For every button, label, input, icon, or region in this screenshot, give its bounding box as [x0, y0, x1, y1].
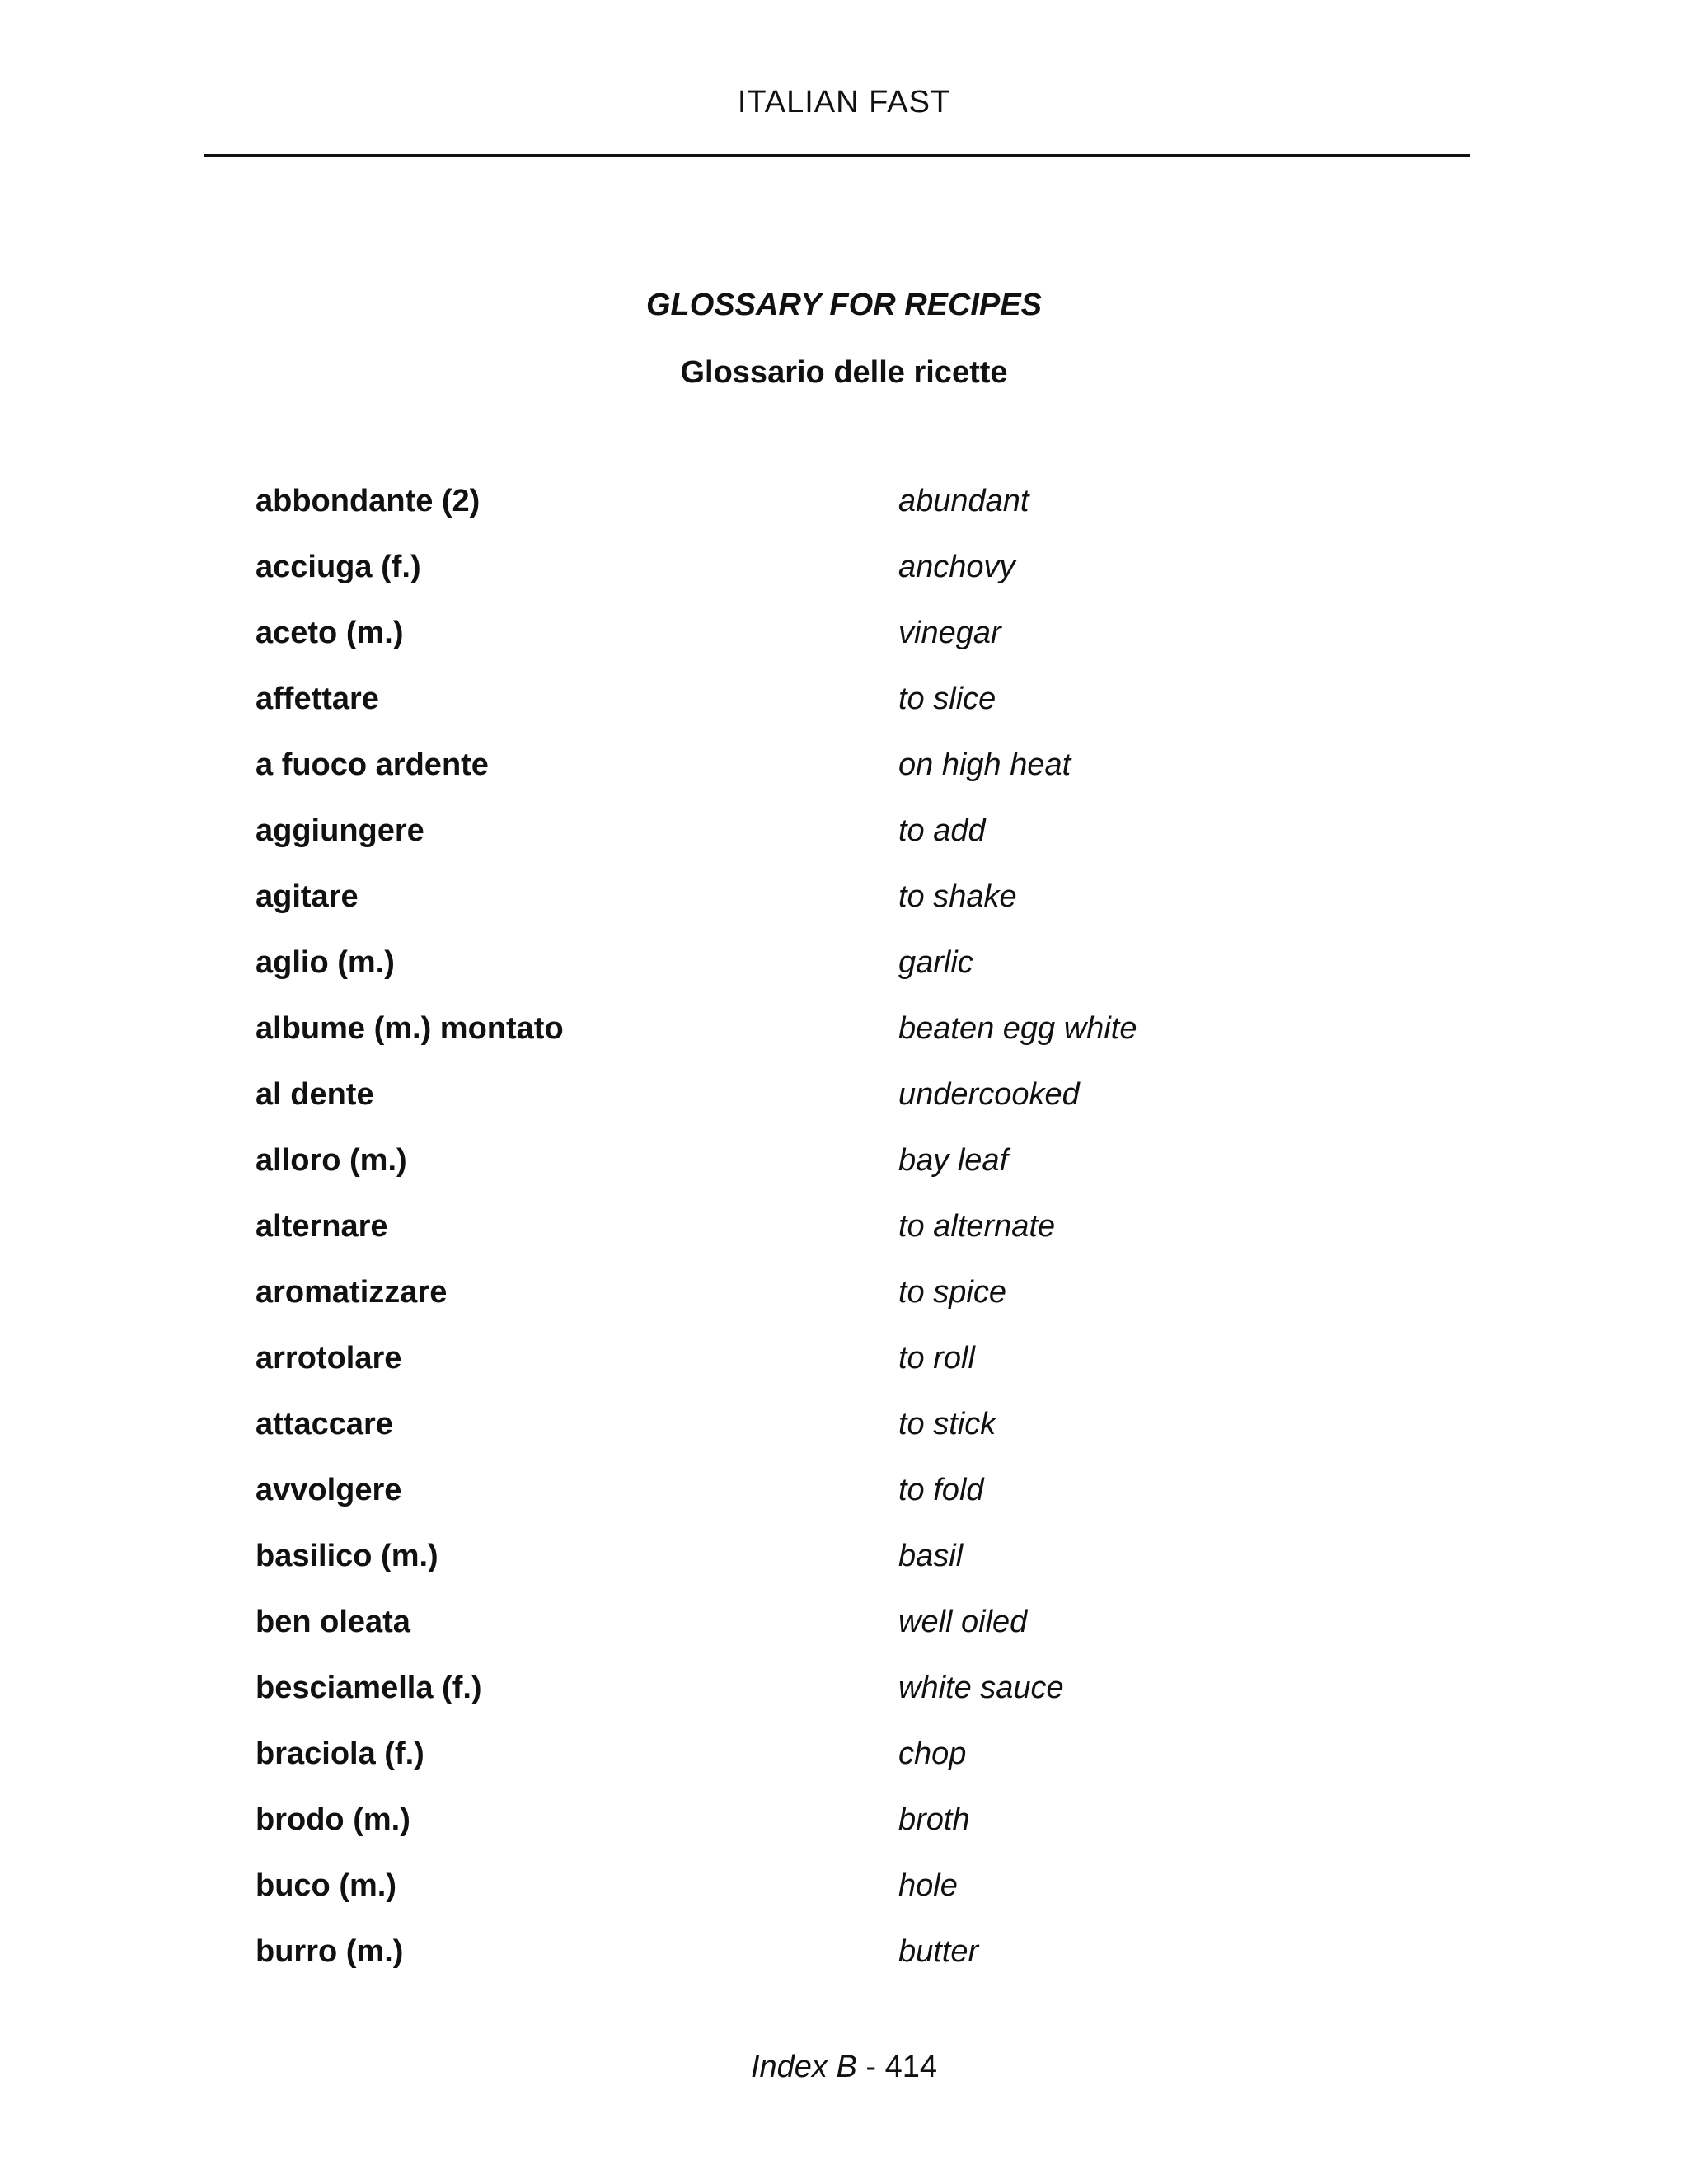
italian-term: avvolgere [256, 1473, 402, 1507]
english-gloss: to stick [898, 1407, 996, 1441]
english-gloss: to shake [898, 879, 1017, 914]
italian-term: affettare [256, 682, 379, 716]
english-gloss: abundant [898, 484, 1029, 518]
italian-term: burro (m.) [256, 1934, 404, 1969]
glossary-entry [256, 1075, 1492, 1141]
italian-term: aglio (m.) [256, 945, 395, 980]
glossary-entry [256, 1470, 1492, 1536]
english-gloss: to alternate [898, 1209, 1056, 1244]
english-gloss: to add [898, 813, 986, 848]
glossary-entry [256, 1932, 1492, 1998]
italian-term: ben oleata [256, 1605, 410, 1639]
glossary-entry [256, 1009, 1492, 1075]
italian-term: arrotolare [256, 1341, 402, 1376]
italian-term: agitare [256, 879, 359, 914]
glossary-entry [256, 613, 1492, 679]
english-gloss: bay leaf [898, 1143, 1009, 1178]
italian-term: acciuga (f.) [256, 550, 421, 584]
glossary-entry [256, 1141, 1492, 1207]
glossary-entry [256, 1734, 1492, 1800]
english-gloss: basil [898, 1539, 964, 1573]
english-gloss: butter [898, 1934, 979, 1969]
english-gloss: beaten egg white [898, 1011, 1137, 1046]
italian-term: buco (m.) [256, 1868, 396, 1903]
english-gloss: white sauce [898, 1671, 1064, 1705]
glossary-entry [256, 811, 1492, 877]
italian-term: besciamella (f.) [256, 1671, 482, 1705]
italian-term: aggiungere [256, 813, 424, 848]
english-gloss: to spice [898, 1275, 1006, 1310]
glossary-entry [256, 481, 1492, 547]
italian-term: al dente [256, 1077, 374, 1112]
glossary-list [256, 481, 1492, 1998]
index-label: Index B [750, 2050, 857, 2084]
glossary-entry [256, 1404, 1492, 1470]
page-footer [0, 2047, 1688, 2087]
english-gloss: to fold [898, 1473, 984, 1507]
glossary-entry [256, 1866, 1492, 1932]
english-gloss: well oiled [898, 1605, 1028, 1639]
glossary-entry [256, 1536, 1492, 1602]
english-gloss: undercooked [898, 1077, 1080, 1112]
glossary-entry [256, 1272, 1492, 1338]
italian-term: braciola (f.) [256, 1736, 424, 1771]
english-gloss: hole [898, 1868, 958, 1903]
english-gloss: vinegar [898, 616, 1001, 650]
glossary-title-english: GLOSSARY FOR RECIPES [645, 288, 1043, 322]
italian-term: aceto (m.) [256, 616, 404, 650]
italian-term: albume (m.) montato [256, 1011, 564, 1046]
header-rule [204, 154, 1470, 157]
italian-term: brodo (m.) [256, 1802, 410, 1837]
english-gloss: garlic [898, 945, 973, 980]
english-gloss: to slice [898, 682, 996, 716]
glossary-entry [256, 877, 1492, 943]
glossary-entry [256, 1338, 1492, 1404]
italian-term: aromatizzare [256, 1275, 448, 1310]
italian-term: alloro (m.) [256, 1143, 407, 1178]
glossary-entry [256, 1602, 1492, 1668]
english-gloss: to roll [898, 1341, 975, 1376]
english-gloss: chop [898, 1736, 967, 1771]
footer-separator: - [865, 2050, 877, 2084]
italian-term: abbondante (2) [256, 484, 481, 518]
english-gloss: broth [898, 1802, 970, 1837]
glossary-entry [256, 1800, 1492, 1866]
running-head: ITALIAN FAST [737, 85, 951, 120]
italian-term: basilico (m.) [256, 1539, 438, 1573]
italian-term: attaccare [256, 1407, 393, 1441]
glossary-entry [256, 679, 1492, 745]
english-gloss: anchovy [898, 550, 1015, 584]
page-number: 414 [884, 2050, 938, 2084]
english-gloss: on high heat [898, 748, 1071, 782]
glossary-entry [256, 1207, 1492, 1272]
italian-term: alternare [256, 1209, 388, 1244]
italian-term: a fuoco ardente [256, 748, 489, 782]
glossary-entry [256, 943, 1492, 1009]
glossary-entry [256, 547, 1492, 613]
glossary-entry [256, 1668, 1492, 1734]
glossary-title-italian: Glossario delle ricette [680, 355, 1008, 390]
glossary-entry [256, 745, 1492, 811]
